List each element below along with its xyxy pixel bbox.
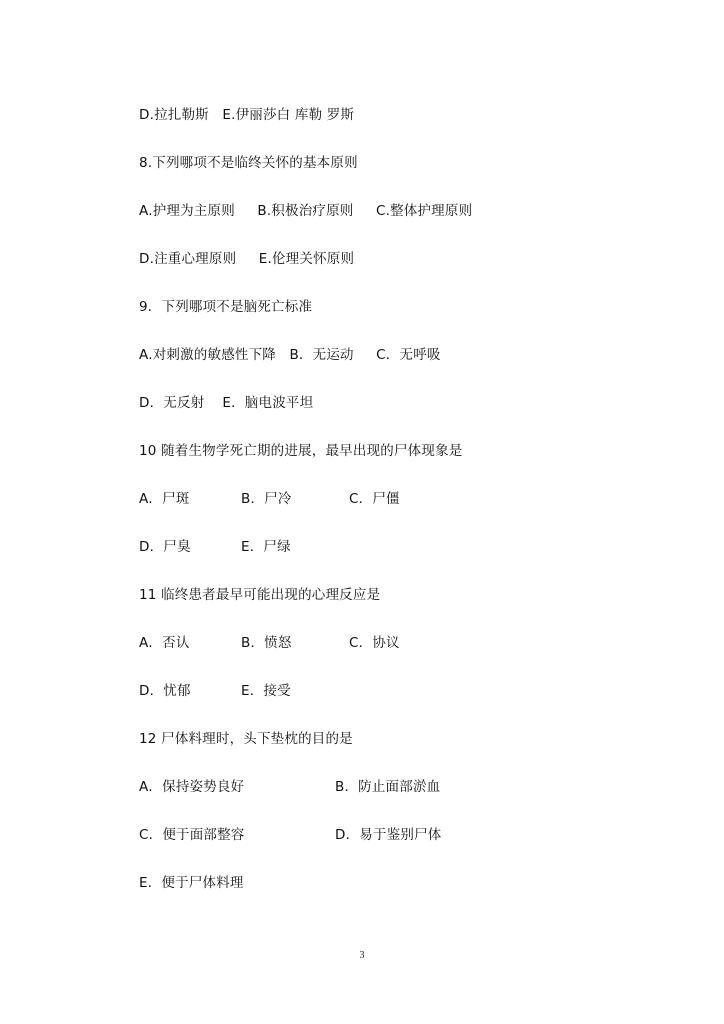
q10-option-b: B．尸冷 — [241, 491, 292, 507]
q8-options-de: D.注重心理原则 E.伦理关怀原则 — [139, 251, 355, 267]
q11-option-b: B．愤怒 — [241, 635, 292, 651]
q11-option-e: E．接受 — [241, 683, 291, 699]
question-11: 11 临终患者最早可能出现的心理反应是 — [139, 587, 381, 603]
q11-option-d: D．忧郁 — [139, 683, 191, 699]
q9-options-abc: A.对刺激的敏感性下降 B．无运动 C．无呼吸 — [139, 347, 441, 363]
q12-option-b: B．防止面部淤血 — [335, 779, 441, 795]
q12-option-e: E．便于尸体料理 — [139, 875, 244, 891]
question-8: 8.下列哪项不是临终关怀的基本原则 — [139, 155, 358, 171]
q7-options-de: D.拉扎勒斯 E.伊丽莎白 库勒 罗斯 — [139, 107, 355, 123]
q10-options-abc — [139, 490, 539, 508]
q12-options-cd — [139, 826, 539, 844]
q12-option-d: D．易于鉴别尸体 — [335, 827, 442, 843]
q11-option-c: C．协议 — [349, 635, 400, 651]
question-9: 9．下列哪项不是脑死亡标准 — [139, 299, 313, 315]
q12-option-c: C．便于面部整容 — [139, 827, 245, 843]
q12-option-a: A．保持姿势良好 — [139, 779, 245, 795]
q11-options-abc — [139, 634, 539, 652]
q9-options-de: D．无反射 E．脑电波平坦 — [139, 395, 314, 411]
question-12: 12 尸体料理时，头下垫枕的目的是 — [139, 731, 353, 747]
q11-option-a: A．否认 — [139, 635, 190, 651]
page-number: 3 — [359, 950, 365, 961]
q10-option-d: D．尸臭 — [139, 539, 191, 555]
q10-options-de — [139, 538, 539, 556]
q10-option-e: E．尸绿 — [241, 539, 291, 555]
q10-option-c: C．尸僵 — [349, 491, 400, 507]
q11-options-de — [139, 682, 539, 700]
question-10: 10 随着生物学死亡期的进展，最早出现的尸体现象是 — [139, 443, 463, 459]
q8-options-abc: A.护理为主原则 B.积极治疗原则 C.整体护理原则 — [139, 203, 473, 219]
q12-options-ab — [139, 778, 539, 796]
q10-option-a: A．尸斑 — [139, 491, 190, 507]
